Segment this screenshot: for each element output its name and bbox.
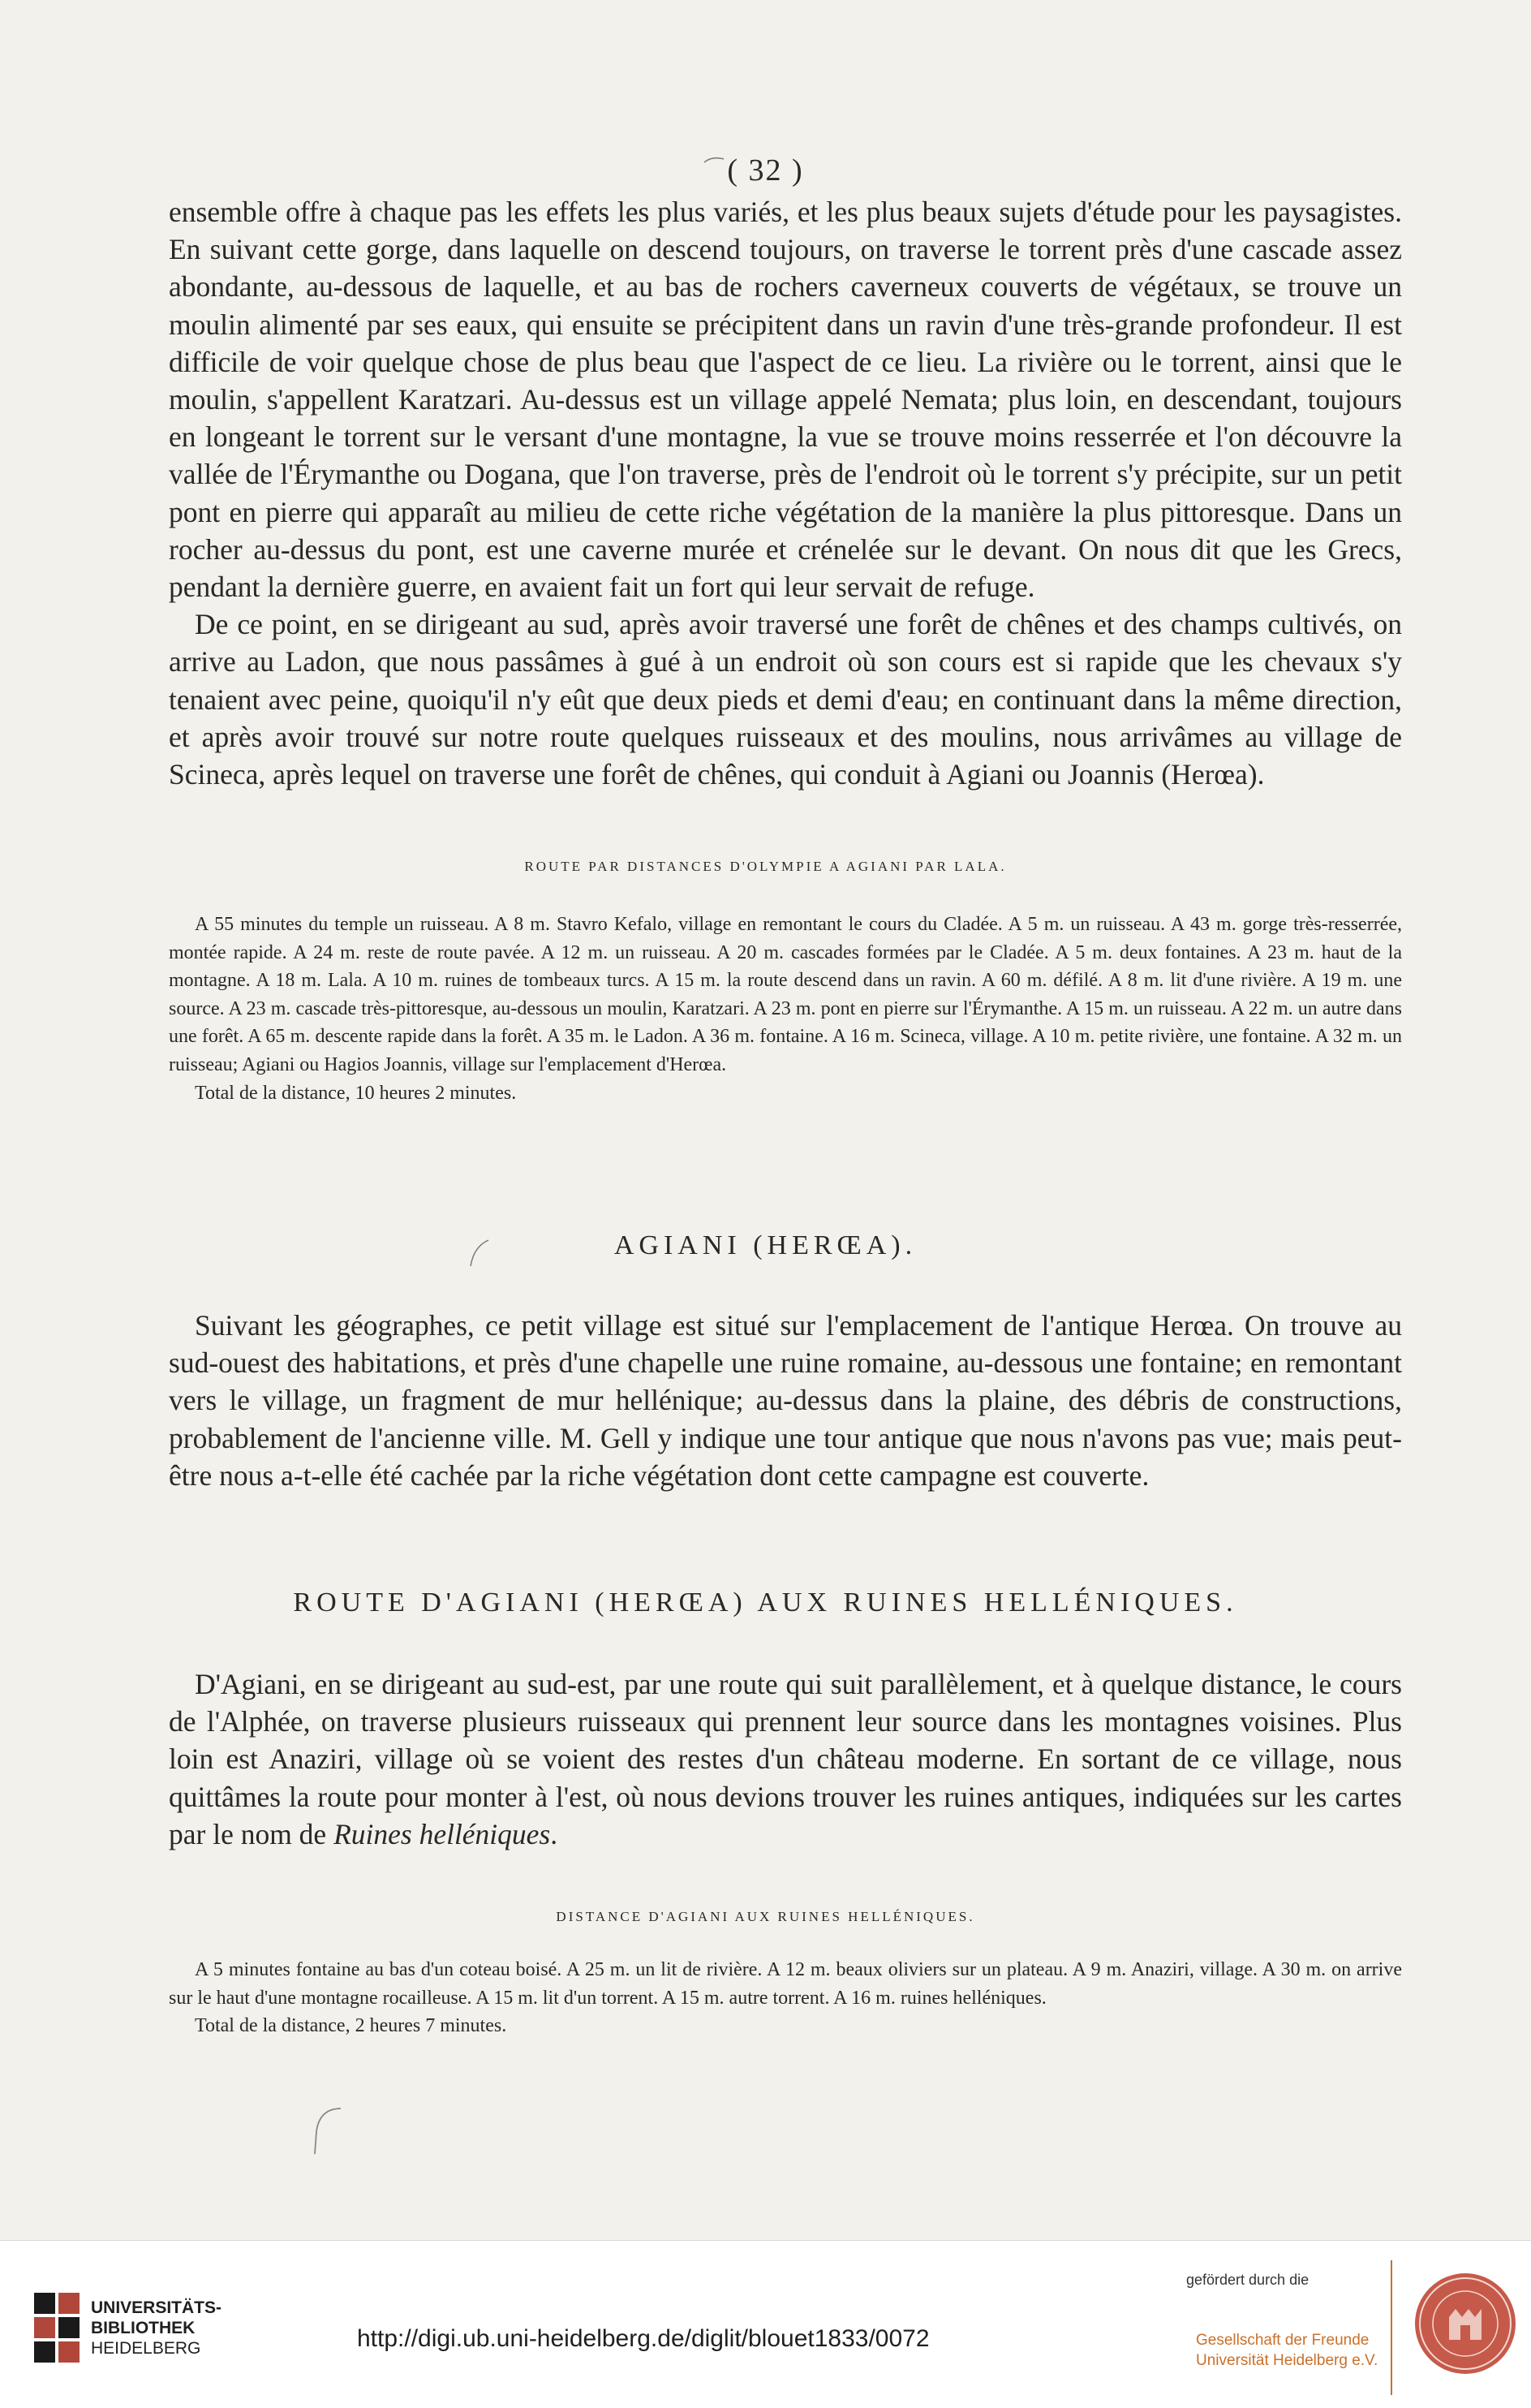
route-1-total: Total de la distance, 10 heures 2 minutes. xyxy=(195,1082,517,1104)
sponsor-name[interactable] xyxy=(1196,2330,1378,2371)
source-url-link[interactable]: http://digi.ub.uni-heidelberg.de/diglit/blouet1833/0072 xyxy=(357,2325,930,2352)
route-2-block xyxy=(169,1956,1402,2040)
page-number: ( 32 ) xyxy=(727,153,804,187)
paragraph-3 xyxy=(169,1307,1402,1494)
route-1-block xyxy=(169,911,1402,1107)
university-seal-icon xyxy=(1413,2272,1517,2376)
library-logo-icon xyxy=(34,2293,80,2364)
library-name-line-3: HEIDELBERG xyxy=(91,2339,201,2358)
sponsor-label: gefördert durch die xyxy=(1186,2272,1310,2288)
route-2-total: Total de la distance, 2 heures 7 minutes. xyxy=(195,2015,507,2037)
paragraph-3-text: Suivant les géographes, ce petit village est situé sur l'emplacement de l'antique Herœa. On trouve au sud-ouest des habitations, et près d'une chapelle une ruine romaine, au-dessous une fontaine; en remontant vers le village, un fragment de mur hellénique; au-dessus dans la plaine, des débris de constructions, probablement de l'ancienne ville. M. Gell y indique une tour antique que nous n'avons pas vue; mais peut-être nous a-t-elle été cachée par la riche végétation dont cette campagne est couverte. xyxy=(169,1309,1402,1492)
paragraph-4-italic: Ruines helléniques xyxy=(333,1817,551,1850)
library-name xyxy=(91,2298,221,2358)
paragraph-2-text: De ce point, en se dirigeant au sud, après avoir traversé une forêt de chênes et des champs cultivés, on arrive au Ladon, que nous passâmes à gué à un endroit où son cours est si rapide que les chevaux s'y tenaient avec peine, quoiqu'il n'y eût que deux pieds et demi d'eau; en continuant dans la même direction, et après avoir trouvé sur notre route quelques ruisseaux et des moulins, nous arrivâmes au village de Scineca, après lequel on traverse une forêt de chênes, qui conduit à Agiani ou Joannis (Herœa). xyxy=(169,608,1402,791)
paragraph-4-start: D'Agiani, en se dirigeant au sud-est, par une route qui suit parallèlement, et à quelque distance, le cours de l'Alphée, on traverse plusieurs ruisseaux qui prennent leur source dans les montagnes voisines. Plus loin est Anaziri, village où se voient des restes d'un château moderne. En sortant de ce village, nous quittâmes la route pour monter à l'est, où nous devions trouver les ruines antiques, indiquées sur les cartes par le nom de xyxy=(169,1668,1402,1850)
section-route-heading: ROUTE D'AGIANI (HERŒA) AUX RUINES HELLÉNIQUES. xyxy=(293,1587,1238,1618)
route-2-text: A 5 minutes fontaine au bas d'un coteau boisé. A 25 m. un lit de rivière. A 12 m. beaux oliviers sur un plateau. A 9 m. Anaziri, village. A 30 m. on arrive sur le haut d'une montagne rocailleuse. A 15 m. lit d'un torrent. A 15 m. autre torrent. A 16 m. ruines helléniques. xyxy=(169,1959,1402,2009)
footer-bar xyxy=(0,2240,1531,2408)
paragraph-4 xyxy=(169,1665,1402,1853)
library-name-line-2: BIBLIOTHEK xyxy=(91,2319,196,2337)
divider xyxy=(1391,2260,1392,2395)
pencil-mark xyxy=(703,154,727,166)
route-1-heading: ROUTE PAR DISTANCES D'OLYMPIE A AGIANI PAR LALA. xyxy=(524,859,1007,874)
section-agiani-heading: AGIANI (HERŒA). xyxy=(613,1230,918,1260)
pencil-mark xyxy=(467,1237,492,1269)
sponsor-name-line-2: Universität Heidelberg e.V. xyxy=(1196,2352,1378,2369)
paragraph-1-text: ensemble offre à chaque pas les effets les plus variés, et les plus beaux sujets d'étude pour les paysagistes. En suivant cette gorge, dans laquelle on descend toujours, on traverse le torrent près d'une cascade assez abondante, au-dessous de laquelle, et au bas de rochers caverneux couverts de végétaux, se trouve un moulin alimenté par ses eaux, qui ensuite se précipitent dans un ravin d'une très-grande profondeur. Il est difficile de voir quelque chose de plus beau que l'aspect de ce lieu. La rivière ou le torrent, ainsi que le moulin, s'appellent Karatzari. Au-dessus est un village appelé Nemata; plus loin, en descendant, toujours en longeant le torrent sur le versant d'une montagne, la vue se trouve moins resserrée et l'on découvre la vallée de l'Érymanthe ou Dogana, que l'on traverse, près de l'endroit où le torrent s'y précipite, sur un petit pont en pierre qui apparaît au milieu de cette riche végétation de la manière la plus pittoresque. Dans un rocher au-dessus du pont, est une caverne murée et crénelée sur le devant. On nous dit que les Grecs, pendant la dernière guerre, en avaient fait un fort qui leur servait de refuge. xyxy=(169,196,1402,604)
pencil-mark xyxy=(308,2104,365,2160)
paragraph-1 xyxy=(169,193,1402,793)
route-1-text: A 55 minutes du temple un ruisseau. A 8 m. Stavro Kefalo, village en remontant le cours du Cladée. A 5 m. un ruisseau. A 43 m. gorge très-resserrée, montée rapide. A 24 m. reste de route pavée. A 12 m. un ruisseau. A 20 m. cascades formées par le Cladée. A 5 m. deux fontaines. A 23 m. haut de la montagne. A 18 m. Lala. A 10 m. ruines de tombeaux turcs. A 15 m. la route descend dans un ravin. A 60 m. défilé. A 8 m. lit d'une rivière. A 19 m. une source. A 23 m. cascade très-pittoresque, au-dessous un moulin, Karatzari. A 23 m. pont en pierre sur l'Érymanthe. A 15 m. un ruisseau. A 22 m. un autre dans une forêt. A 65 m. descente rapide dans la forêt. A 35 m. le Ladon. A 36 m. fontaine. A 16 m. Scineca, village. A 10 m. petite rivière, une fontaine. A 32 m. un ruisseau; Agiani ou Hagios Joannis, village sur l'emplacement d'Herœa. xyxy=(169,914,1402,1075)
library-name-line-1: UNIVERSITÄTS- xyxy=(91,2298,222,2317)
paragraph-4-end: . xyxy=(550,1817,558,1850)
sponsor-name-line-1: Gesellschaft der Freunde xyxy=(1196,2332,1370,2349)
paragraph-4-text xyxy=(169,1665,1402,1853)
route-2-heading: DISTANCE D'AGIANI AUX RUINES HELLÉNIQUES. xyxy=(556,1909,975,1924)
